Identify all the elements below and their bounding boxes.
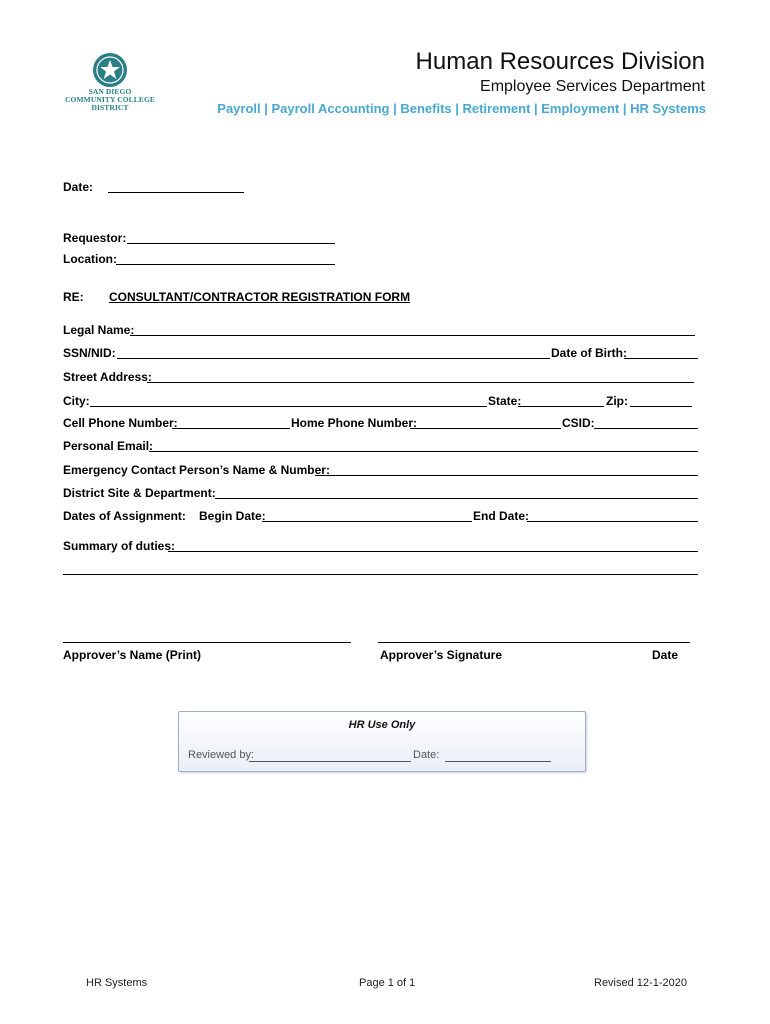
emergency-contact-label: Emergency Contact Person’s Name & Number: [63,463,330,477]
dates-of-assignment-label: Dates of Assignment: [63,509,186,523]
re-label: RE: [63,290,84,304]
zip-label: Zip: [606,394,628,408]
logo-text-line: SAN DIEGO [88,87,132,96]
hr-date-field[interactable] [445,761,551,762]
hr-date-label: Date: [413,749,440,761]
hr-use-only-box [178,711,586,772]
state-label: State: [488,394,522,408]
city-label: City: [63,394,90,408]
hr-use-only-title: HR Use Only [348,719,416,731]
district-seal-icon [92,52,128,88]
division-title: Human Resources Division [415,48,705,75]
approver-signature-label: Approver’s Signature [380,648,503,662]
requestor-field[interactable] [127,243,335,244]
requestor-label: Requestor: [63,231,127,245]
personal-email-label: Personal Email: [63,439,154,453]
cell-phone-label: Cell Phone Number: [63,416,178,430]
approval-date-label: Date [652,648,679,662]
summary-of-duties-field[interactable] [168,551,698,552]
street-address-label: Street Address: [63,370,152,384]
approver-name-field[interactable] [63,642,351,643]
personal-email-field[interactable] [149,451,698,452]
location-label: Location: [63,252,117,266]
date-field[interactable] [108,192,244,193]
summary-of-duties-field-line-2[interactable] [63,574,698,575]
legal-name-field[interactable] [130,335,695,336]
cell-phone-field[interactable] [172,428,290,429]
begin-date-field[interactable] [262,521,472,522]
date-label: Date: [63,180,94,194]
end-date-field[interactable] [527,521,698,522]
logo-text [64,88,156,112]
department-title: Employee Services Department [480,78,705,95]
home-phone-field[interactable] [410,428,561,429]
footer-left: HR Systems [86,977,148,989]
zip-field[interactable] [630,406,692,407]
csid-field[interactable] [594,428,698,429]
footer-page-number: Page 1 of 1 [359,977,416,989]
csid-label: CSID: [562,416,595,430]
street-address-field[interactable] [147,382,694,383]
district-logo [64,52,156,122]
emergency-contact-field[interactable] [315,475,698,476]
logo-text-line: COMMUNITY COLLEGE [65,95,155,104]
end-date-label: End Date: [473,509,530,523]
location-field[interactable] [116,264,335,265]
legal-name-label: Legal Name: [63,323,135,337]
footer-revised-date: Revised 12-1-2020 [594,977,687,989]
begin-date-label: Begin Date: [199,509,266,523]
approver-signature-field[interactable] [378,642,690,643]
state-field[interactable] [518,406,604,407]
logo-text-line: DISTRICT [91,103,129,112]
city-field[interactable] [90,406,487,407]
district-site-field[interactable] [215,498,698,499]
reviewed-by-field[interactable] [249,761,411,762]
home-phone-label: Home Phone Number: [291,416,418,430]
ssn-label: SSN/NID: [63,346,116,360]
form-subject: CONSULTANT/CONTRACTOR REGISTRATION FORM [109,290,411,304]
dob-field[interactable] [624,358,698,359]
dob-label: Date of Birth: [551,346,627,360]
reviewed-by-label: Reviewed by: [188,749,255,761]
approver-name-label: Approver’s Name (Print) [63,648,202,662]
summary-of-duties-label: Summary of duties: [63,539,176,553]
department-links: Payroll | Payroll Accounting | Benefits | Retirement | Employment | HR Systems [217,101,706,116]
district-site-label: District Site & Department: [63,486,216,500]
ssn-field[interactable] [117,358,550,359]
